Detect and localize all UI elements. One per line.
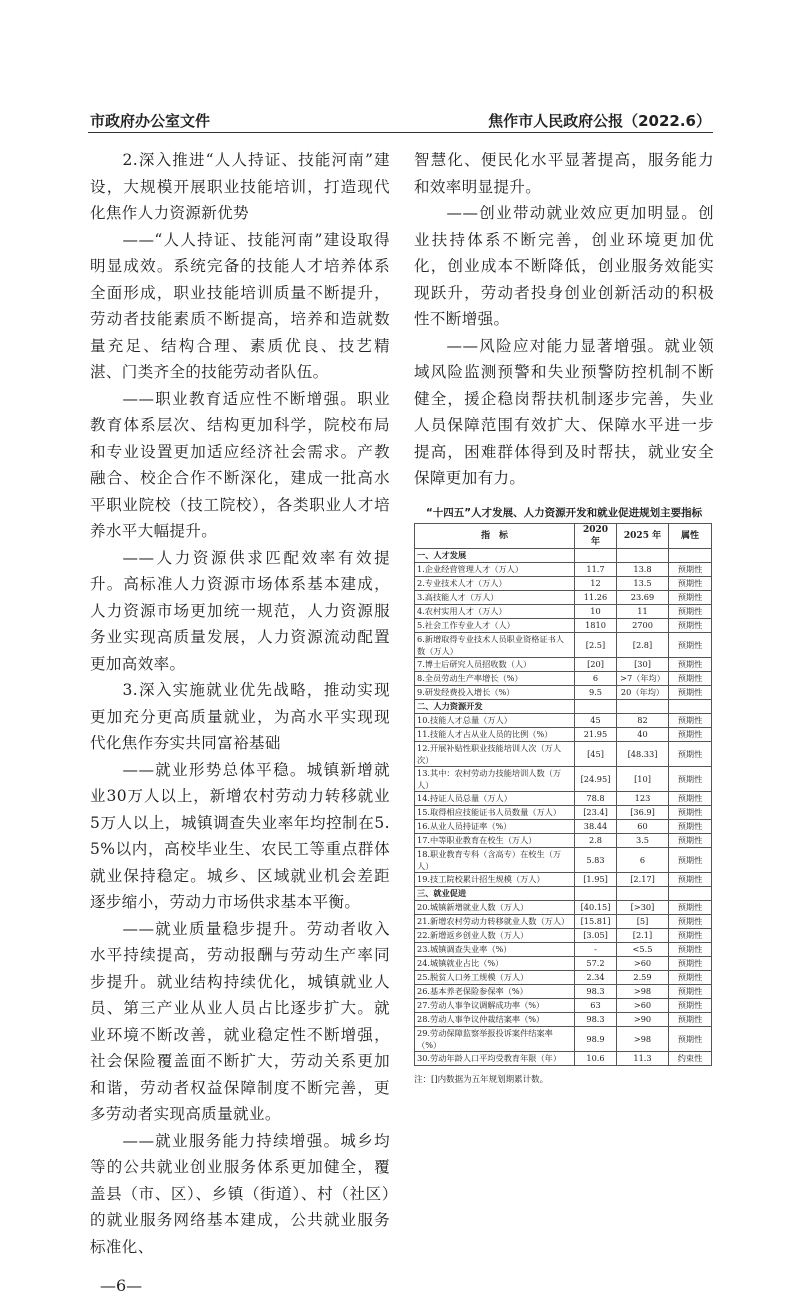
running-header-left: 市政府办公室文件 xyxy=(90,112,211,130)
table-header-row xyxy=(415,523,712,548)
indicator-cell: 6.新增取得专业技术人员职业资格证书人数（万人） xyxy=(415,632,575,657)
header-rule xyxy=(88,132,713,133)
indicator-cell: 13.其中：农村劳动力技能培训人数（万人） xyxy=(415,766,575,791)
value-2025-cell: [10] xyxy=(617,766,669,791)
section-row xyxy=(415,699,712,713)
indicator-cell: 22.新增返乡创业人数（万人） xyxy=(415,928,575,942)
empty-cell xyxy=(575,699,617,713)
attribute-cell: 预期性 xyxy=(669,956,712,970)
indicator-cell: 9.研发经费投入增长（%） xyxy=(415,685,575,699)
value-2025-cell: [5] xyxy=(617,914,669,928)
value-2020-cell: 2.8 xyxy=(575,833,617,847)
value-2020-cell: 98.3 xyxy=(575,1012,617,1026)
header-attribute: 属性 xyxy=(669,523,712,548)
value-2025-cell: >60 xyxy=(617,956,669,970)
header-indicator: 指 标 xyxy=(415,523,575,548)
value-2020-cell: 45 xyxy=(575,713,617,727)
value-2020-cell: 6 xyxy=(575,671,617,685)
attribute-cell: 约束性 xyxy=(669,1051,712,1065)
value-2020-cell: [40.15] xyxy=(575,900,617,914)
table-row xyxy=(415,900,712,914)
value-2025-cell: 40 xyxy=(617,727,669,741)
value-2025-cell: [36.9] xyxy=(617,805,669,819)
table-row xyxy=(415,727,712,741)
value-2020-cell: 11.26 xyxy=(575,590,617,604)
table-row xyxy=(415,872,712,886)
value-2020-cell: 57.2 xyxy=(575,956,617,970)
section-row xyxy=(415,886,712,900)
paragraph: ——风险应对能力显著增强。就业领域风险监测预警和失业预警防控机制不断健全，援企稳岗帮扶机制逐步完善，失业人员保障范围有效扩大、保障水平进一步提高，困难群体得到及时帮扶，就业安全保障更加有力。 xyxy=(414,336,714,487)
value-2025-cell: [2.1] xyxy=(617,928,669,942)
table-row xyxy=(415,984,712,998)
attribute-cell: 预期性 xyxy=(669,590,712,604)
indicator-cell: 21.新增农村劳动力转移就业人数（万人） xyxy=(415,914,575,928)
value-2025-cell: 2700 xyxy=(617,618,669,632)
value-2020-cell: 98.3 xyxy=(575,984,617,998)
value-2020-cell: 78.8 xyxy=(575,791,617,805)
indicator-cell: 2.专业技术人才（万人） xyxy=(415,576,575,590)
value-2020-cell: 21.95 xyxy=(575,727,617,741)
attribute-cell: 预期性 xyxy=(669,805,712,819)
indicator-cell: 15.取得相应技能证书人员数量（万人） xyxy=(415,805,575,819)
attribute-cell: 预期性 xyxy=(669,1026,712,1051)
table-row xyxy=(415,590,712,604)
attribute-cell: 预期性 xyxy=(669,562,712,576)
value-2025-cell: 60 xyxy=(617,819,669,833)
attribute-cell: 预期性 xyxy=(669,576,712,590)
table-title: “十四五”人才发展、人力资源开发和就业促进规划主要指标 xyxy=(425,506,703,519)
right-column xyxy=(414,147,714,1086)
attribute-cell: 预期性 xyxy=(669,685,712,699)
attribute-cell: 预期性 xyxy=(669,847,712,872)
table-row xyxy=(415,928,712,942)
indicator-cell: 12.开展补贴性职业技能培训人次（万人次） xyxy=(415,741,575,766)
value-2025-cell: [48.33] xyxy=(617,741,669,766)
left-column-text xyxy=(90,147,390,1260)
attribute-cell: 预期性 xyxy=(669,998,712,1012)
indicator-cell: 30.劳动年龄人口平均受教育年限（年） xyxy=(415,1051,575,1065)
value-2020-cell: [3.05] xyxy=(575,928,617,942)
attribute-cell: 预期性 xyxy=(669,872,712,886)
attribute-cell: 预期性 xyxy=(669,604,712,618)
table-row xyxy=(415,713,712,727)
indicator-cell: 23.城镇调查失业率（%） xyxy=(415,942,575,956)
indicator-cell: 3.高技能人才（万人） xyxy=(415,590,575,604)
section-heading: 二、人力资源开发 xyxy=(415,699,575,713)
attribute-cell: 预期性 xyxy=(669,632,712,657)
indicator-cell: 10.技能人才总量（万人） xyxy=(415,713,575,727)
indicator-cell: 16.从业人员持证率（%） xyxy=(415,819,575,833)
page-number: —6— xyxy=(100,1276,143,1295)
value-2020-cell: 10.6 xyxy=(575,1051,617,1065)
header-2020: 2020 年 xyxy=(575,523,617,548)
value-2020-cell: 12 xyxy=(575,576,617,590)
paragraph: 2.深入推进“人人持证、技能河南”建设，大规模开展职业技能培训，打造现代化焦作人力资源新优势 xyxy=(90,151,390,222)
paragraph: 3.深入实施就业优先战略，推动实现更加充分更高质量就业，为高水平实现现代化焦作夯实共同富裕基础 xyxy=(90,681,390,752)
value-2025-cell: 3.5 xyxy=(617,833,669,847)
table-row xyxy=(415,805,712,819)
paragraph: ——职业教育适应性不断增强。职业教育体系层次、结构更加科学，院校布局和专业设置更加适应经济社会需求。产教融合、校企合作不断深化，建成一批高水平职业院校（技工院校），各类职业人才培养水平大幅提升。 xyxy=(90,389,390,540)
indicator-cell: 17.中等职业教育在校生（万人） xyxy=(415,833,575,847)
right-column-text xyxy=(414,147,714,492)
paragraph: ——就业服务能力持续增强。城乡均等的公共就业创业服务体系更加健全，覆盖县（市、区）、乡镇（街道）、村（社区）的就业服务网络基本建成，公共就业服务标准化、 xyxy=(90,1131,390,1256)
empty-cell xyxy=(575,548,617,562)
value-2025-cell: 123 xyxy=(617,791,669,805)
paragraph: ——就业质量稳步提升。劳动者收入水平持续提高，劳动报酬与劳动生产率同步提升。就业结构持续优化，城镇就业人员、第三产业从业人员占比逐步扩大。就业环境不断改善，就业稳定性不断增强，社会保险覆盖面不断扩大，劳动关系更加和谐，劳动者权益保障制度不断完善，更多劳动者实现高质量就业。 xyxy=(90,919,390,1123)
section-heading: 一、人才发展 xyxy=(415,548,575,562)
section-row xyxy=(415,548,712,562)
paragraph: ——就业形势总体平稳。城镇新增就业30万人以上，新增农村劳动力转移就业5万人以上，城镇调查失业率年均控制在5.5%以内，高校毕业生、农民工等重点群体就业保持稳定。城乡、区域就业机会差距逐步缩小，劳动力市场供求基本平衡。 xyxy=(90,760,390,911)
value-2020-cell: 10 xyxy=(575,604,617,618)
indicator-cell: 27.劳动人事争议调解成功率（%） xyxy=(415,998,575,1012)
paragraph: ——创业带动就业效应更加明显。创业扶持体系不断完善，创业环境更加优化，创业成本不断降低，创业服务效能实现跃升，劳动者投身创业创新活动的积极性不断增强。 xyxy=(414,204,714,328)
value-2020-cell: [2.5] xyxy=(575,632,617,657)
value-2020-cell: [23.4] xyxy=(575,805,617,819)
indicator-cell: 8.全员劳动生产率增长（%） xyxy=(415,671,575,685)
table-row xyxy=(415,942,712,956)
value-2025-cell: [>30] xyxy=(617,900,669,914)
value-2025-cell: 13.5 xyxy=(617,576,669,590)
value-2025-cell: 82 xyxy=(617,713,669,727)
indicator-cell: 7.博士后研究人员招收数（人） xyxy=(415,657,575,671)
empty-cell xyxy=(669,886,712,900)
attribute-cell: 预期性 xyxy=(669,819,712,833)
table-row xyxy=(415,956,712,970)
indicator-cell: 11.技能人才占从业人员的比例（%） xyxy=(415,727,575,741)
header-2025: 2025 年 xyxy=(617,523,669,548)
attribute-cell: 预期性 xyxy=(669,1012,712,1026)
attribute-cell: 预期性 xyxy=(669,928,712,942)
value-2025-cell: <5.5 xyxy=(617,942,669,956)
indicator-cell: 29.劳动保障监察举报投诉案件结案率（%） xyxy=(415,1026,575,1051)
attribute-cell: 预期性 xyxy=(669,833,712,847)
value-2025-cell: 6 xyxy=(617,847,669,872)
value-2020-cell: - xyxy=(575,942,617,956)
value-2025-cell: >98 xyxy=(617,1026,669,1051)
value-2025-cell: 23.69 xyxy=(617,590,669,604)
value-2025-cell: 11.3 xyxy=(617,1051,669,1065)
indicator-cell: 4.农村实用人才（万人） xyxy=(415,604,575,618)
indicator-cell: 28.劳动人事争议仲裁结案率（%） xyxy=(415,1012,575,1026)
indicator-cell: 19.技工院校累计招生规模（万人） xyxy=(415,872,575,886)
empty-cell xyxy=(617,699,669,713)
value-2025-cell: >98 xyxy=(617,984,669,998)
value-2020-cell: [1.95] xyxy=(575,872,617,886)
empty-cell xyxy=(617,548,669,562)
table-row xyxy=(415,632,712,657)
attribute-cell: 预期性 xyxy=(669,914,712,928)
attribute-cell: 预期性 xyxy=(669,791,712,805)
table-note: 注：[]内数据为五年规划期累计数。 xyxy=(414,1074,549,1085)
attribute-cell: 预期性 xyxy=(669,657,712,671)
table-row xyxy=(415,1012,712,1026)
value-2025-cell: 11 xyxy=(617,604,669,618)
indicator-cell: 18.职业教育专科（含高专）在校生（万人） xyxy=(415,847,575,872)
value-2025-cell: 20（年均） xyxy=(617,685,669,699)
table-row xyxy=(415,604,712,618)
value-2025-cell: >60 xyxy=(617,998,669,1012)
value-2020-cell: 9.5 xyxy=(575,685,617,699)
attribute-cell: 预期性 xyxy=(669,970,712,984)
value-2020-cell: 38.44 xyxy=(575,819,617,833)
indicator-cell: 24.城镇就业占比（%） xyxy=(415,956,575,970)
table-row xyxy=(415,847,712,872)
attribute-cell: 预期性 xyxy=(669,713,712,727)
value-2025-cell: [2.17] xyxy=(617,872,669,886)
attribute-cell: 预期性 xyxy=(669,766,712,791)
indicator-cell: 1.企业经营管理人才（万人） xyxy=(415,562,575,576)
value-2025-cell: 13.8 xyxy=(617,562,669,576)
value-2020-cell: [45] xyxy=(575,741,617,766)
value-2020-cell: [15.81] xyxy=(575,914,617,928)
table-row xyxy=(415,657,712,671)
empty-cell xyxy=(669,548,712,562)
attribute-cell: 预期性 xyxy=(669,942,712,956)
value-2020-cell: 5.83 xyxy=(575,847,617,872)
value-2020-cell: 11.7 xyxy=(575,562,617,576)
table-row xyxy=(415,562,712,576)
indicator-cell: 26.基本养老保险参保率（%） xyxy=(415,984,575,998)
value-2020-cell: [24.95] xyxy=(575,766,617,791)
table-row xyxy=(415,914,712,928)
value-2025-cell: [30] xyxy=(617,657,669,671)
indicator-cell: 25.脱贫人口务工规模（万人） xyxy=(415,970,575,984)
running-header-right: 焦作市人民政府公报（2022.6） xyxy=(488,112,711,130)
table-row xyxy=(415,685,712,699)
left-column xyxy=(90,147,390,1296)
empty-cell xyxy=(669,699,712,713)
table-row xyxy=(415,819,712,833)
attribute-cell: 预期性 xyxy=(669,671,712,685)
table-row xyxy=(415,766,712,791)
paragraph: ——人力资源供求匹配效率有效提升。高标准人力资源市场体系基本建成，人力资源市场更加统一规范，人力资源服务业实现高质量发展，人力资源流动配置更加高效率。 xyxy=(90,548,390,673)
attribute-cell: 预期性 xyxy=(669,984,712,998)
table-row xyxy=(415,741,712,766)
value-2020-cell: 98.9 xyxy=(575,1026,617,1051)
table-row xyxy=(415,998,712,1012)
table-row xyxy=(415,671,712,685)
indicator-cell: 20.城镇新增就业人数（万人） xyxy=(415,900,575,914)
table-row xyxy=(415,970,712,984)
table-row xyxy=(415,576,712,590)
table-row xyxy=(415,618,712,632)
value-2020-cell: 2.34 xyxy=(575,970,617,984)
indicator-table xyxy=(414,523,712,1066)
attribute-cell: 预期性 xyxy=(669,741,712,766)
value-2020-cell: 63 xyxy=(575,998,617,1012)
empty-cell xyxy=(617,886,669,900)
indicator-cell: 5.社会工作专业人才（人） xyxy=(415,618,575,632)
table-row xyxy=(415,1051,712,1065)
table-row xyxy=(415,791,712,805)
value-2025-cell: >90 xyxy=(617,1012,669,1026)
paragraph: 智慧化、便民化水平显著提高，服务能力和效率明显提升。 xyxy=(414,151,714,196)
attribute-cell: 预期性 xyxy=(669,727,712,741)
value-2025-cell: >7（年均） xyxy=(617,671,669,685)
table-row xyxy=(415,1026,712,1051)
indicator-cell: 14.持证人员总量（万人） xyxy=(415,791,575,805)
value-2025-cell: 2.59 xyxy=(617,970,669,984)
section-heading: 三、就业促进 xyxy=(415,886,575,900)
attribute-cell: 预期性 xyxy=(669,618,712,632)
table-row xyxy=(415,833,712,847)
value-2025-cell: [2.8] xyxy=(617,632,669,657)
value-2020-cell: 1810 xyxy=(575,618,617,632)
attribute-cell: 预期性 xyxy=(669,900,712,914)
paragraph: ——“人人持证、技能河南”建设取得明显成效。系统完备的技能人才培养体系全面形成，职业技能培训质量不断提升，劳动者技能素质不断提高，培养和造就数量充足、结构合理、素质优良、技艺精湛、门类齐全的技能劳动者队伍。 xyxy=(90,230,390,381)
empty-cell xyxy=(575,886,617,900)
value-2020-cell: [20] xyxy=(575,657,617,671)
